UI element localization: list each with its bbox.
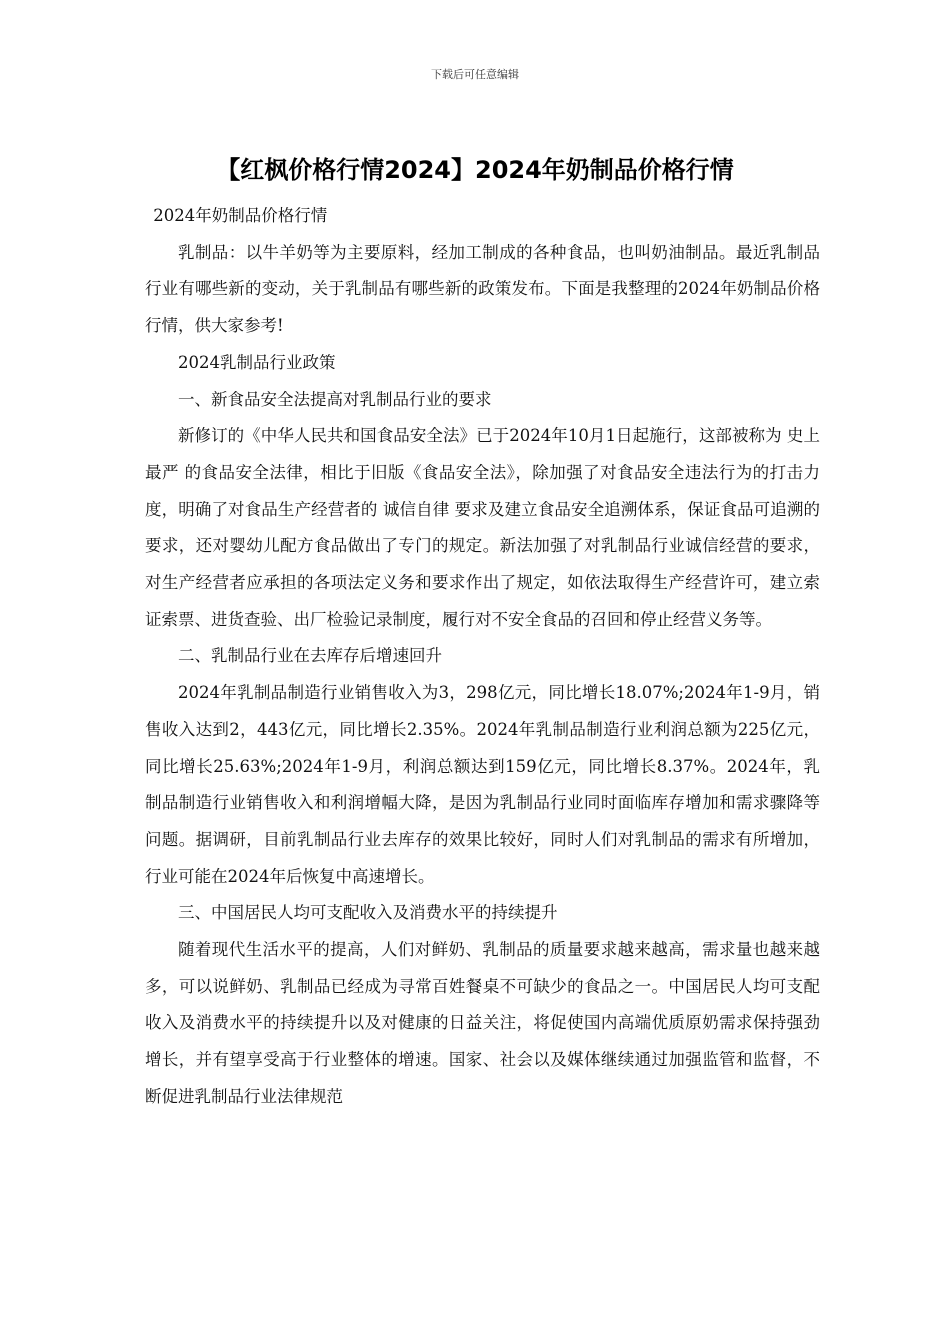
body-paragraph-3: 随着现代生活水平的提高，人们对鲜奶、乳制品的质量要求越来越高，需求量也越来越多，可以说鲜奶、乳制品已经成为寻常百姓餐桌不可缺少的食品之一。中国居民人均可支配收入及消费水平的持续提升以及对健康的日益关注，将促使国内高端优质原奶需求保持强劲增长，并有望享受高于行业整体的增速。国家、社会以及媒体继续通过加强监管和监督，不断促进乳制品行业法律规范 <box>145 940 820 1106</box>
subsection-heading-1: 一、新食品安全法提高对乳制品行业的要求 <box>178 389 492 409</box>
section-heading: 2024乳制品行业政策 <box>178 352 336 372</box>
subsection-heading-2: 二、乳制品行业在去库存后增速回升 <box>178 646 442 666</box>
document-body <box>145 198 820 1116</box>
intro-paragraph: 乳制品：以牛羊奶等为主要原料，经加工制成的各种食品，也叫奶油制品。最近乳制品行业有哪些新的变动，关于乳制品有哪些新的政策发布。下面是我整理的2024年奶制品价格行情，供大家参考! <box>145 242 820 336</box>
subtitle-paragraph: 2024年奶制品价格行情 <box>153 206 328 225</box>
header-note: 下载后可任意编辑 <box>431 68 519 81</box>
body-paragraph-2: 2024年乳制品制造行业销售收入为3，298亿元，同比增长18.07%;2024年1-9月，销售收入达到2，443亿元，同比增长2.35%。2024年乳制品制造行业利润总额为225亿元，同比增长25.63%;2024年1-9月，利润总额达到159亿元，同比增长8.37%。2024年，乳制品制造行业销售收入和利润增幅大降，是因为乳制品行业同时面临库存增加和需求骤降等问题。据调研，目前乳制品行业去库存的效果比较好，同时人们对乳制品的需求有所增加，行业可能在2024年后恢复中高速增长。 <box>145 683 820 886</box>
subsection-heading-3: 三、中国居民人均可支配收入及消费水平的持续提升 <box>178 903 558 923</box>
body-paragraph-1: 新修订的《中华人民共和国食品安全法》已于2024年10月1日起施行，这部被称为 史上最严 的食品安全法律，相比于旧版《食品安全法》，除加强了对食品安全违法行为的打击力度，明确了对食品生产经营者的 诚信自律 要求及建立食品安全追溯体系，保证食品可追溯的要求，还对婴幼儿配方食品做出了专门的规定。新法加强了对乳制品行业诚信经营的要求，对生产经营者应承担的各项法定义务和要求作出了规定，如依法取得生产经营许可，建立索证索票、进货查验、出厂检验记录制度，履行对不安全食品的召回和停止经营义务等。 <box>145 426 820 629</box>
document-title: 【红枫价格行情2024】2024年奶制品价格行情 <box>216 156 734 184</box>
